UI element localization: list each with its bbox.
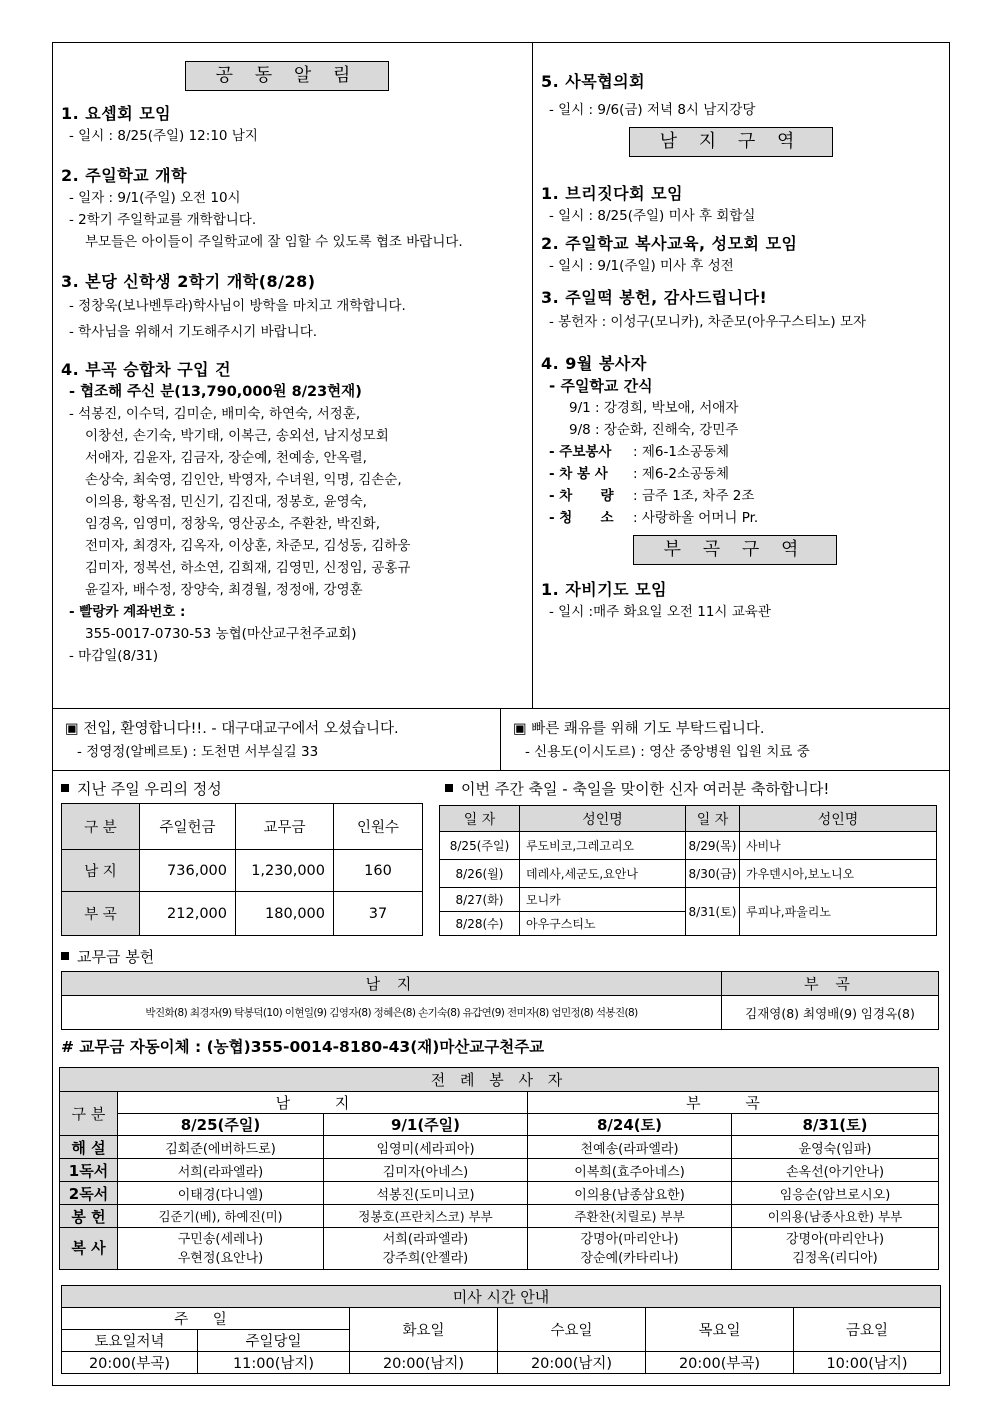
liturgy-date: 8/24(토) bbox=[528, 1114, 732, 1136]
prayer-title: ▣ 빠른 쾌유를 위해 기도 부탁드립니다. bbox=[513, 721, 765, 737]
feast-header: 일 자 bbox=[440, 806, 520, 832]
liturgy-gubun: 구 분 bbox=[60, 1092, 118, 1136]
duty-value-cleaning: : 사랑하올 어머니 Pr. bbox=[633, 510, 759, 526]
duty-value-vehicle: : 금주 1조, 차주 2조 bbox=[633, 488, 755, 504]
liturgy-server-cell bbox=[732, 1228, 939, 1270]
mass-day: 금요일 bbox=[794, 1308, 941, 1352]
duty-label-vehicle: - 차 량 bbox=[549, 488, 614, 504]
feast-date: 8/29(목) bbox=[686, 832, 740, 860]
feast-header: 성인명 bbox=[740, 806, 937, 832]
liturgy-cell: 김준기(베), 하예진(미) bbox=[118, 1205, 324, 1228]
liturgy-cell: 임응순(암브로시오) bbox=[732, 1182, 939, 1205]
namji-item1-line: - 일시 : 8/25(주일) 미사 후 회합실 bbox=[549, 208, 756, 224]
feast-date: 8/26(월) bbox=[440, 860, 520, 888]
liturgy-date: 9/1(주일) bbox=[324, 1114, 528, 1136]
mass-time: 20:00(남지) bbox=[498, 1352, 646, 1374]
item5-title: 5. 사목협의회 bbox=[541, 72, 646, 91]
liturgy-role: 2독서 bbox=[60, 1182, 118, 1205]
server-name: 김정옥(리디아) bbox=[792, 1250, 878, 1266]
server-name: 강명아(마리안나) bbox=[580, 1231, 679, 1247]
liturgy-role: 해 설 bbox=[60, 1136, 118, 1159]
feast-saint: 모니카 bbox=[520, 888, 686, 912]
item2-line1: - 일자 : 9/1(주일) 오전 10시 bbox=[69, 190, 241, 206]
prayer-line: - 신용도(이시도르) : 영산 중앙병원 입원 치료 중 bbox=[525, 744, 810, 760]
bugok-item1-title: 1. 자비기도 모임 bbox=[541, 580, 668, 599]
offering-header: 구 분 bbox=[62, 804, 140, 850]
liturgy-cell: 석봉진(도미니코) bbox=[324, 1182, 528, 1205]
mass-time: 20:00(남지) bbox=[350, 1352, 498, 1374]
common-title: 공 동 알 림 bbox=[185, 61, 389, 91]
server-name: 장순예(카타리나) bbox=[580, 1250, 679, 1266]
offering-cell: 160 bbox=[334, 850, 423, 892]
item2-title: 2. 주일학교 개학 bbox=[61, 166, 188, 185]
feast-header: 일 자 bbox=[686, 806, 740, 832]
bugok-title: 부 곡 구 역 bbox=[633, 535, 837, 565]
item1-line: - 일시 : 8/25(주일) 12:10 남지 bbox=[69, 128, 258, 144]
liturgy-role: 봉 헌 bbox=[60, 1205, 118, 1228]
mass-sunday-header: 주 일 bbox=[62, 1308, 350, 1330]
mass-day: 수요일 bbox=[498, 1308, 646, 1352]
district-announcements bbox=[533, 43, 949, 709]
server-name: 강명아(마리안나) bbox=[785, 1231, 885, 1247]
liturgy-role: 1독서 bbox=[60, 1159, 118, 1182]
namji-item3-title: 3. 주일떡 봉헌, 감사드립니다! bbox=[541, 288, 768, 307]
mass-day: 화요일 bbox=[350, 1308, 498, 1352]
offering-cell: 212,000 bbox=[140, 892, 236, 936]
namji-item1-title: 1. 브리짓다회 모임 bbox=[541, 184, 684, 203]
bugok-item1-line: - 일시 :매주 화요일 오전 11시 교육관 bbox=[549, 604, 771, 620]
item2-line3: 부모들은 아이들이 주일학교에 잘 임할 수 있도록 협조 바랍니다. bbox=[85, 234, 463, 250]
duty-value-tea: : 제6-2소공동체 bbox=[633, 466, 730, 482]
liturgy-cell: 이태경(다니엘) bbox=[118, 1182, 324, 1205]
namji-item2-title: 2. 주일학교 복사교육, 성모회 모임 bbox=[541, 234, 798, 253]
liturgy-server-cell bbox=[118, 1228, 324, 1270]
donor-line: 서애자, 김윤자, 김금자, 장순예, 천예송, 안옥렬, bbox=[85, 450, 367, 466]
item2-line2: - 2학기 주일학교를 개학합니다. bbox=[69, 212, 257, 228]
liturgy-cell: 손옥선(아기안나) bbox=[732, 1159, 939, 1182]
feast-saint: 루도비코,그레고리오 bbox=[520, 832, 686, 860]
dues-namji-header: 남 지 bbox=[62, 972, 722, 996]
donor-line: 손상숙, 최숙영, 김인안, 박영자, 수녀원, 익명, 김손순, bbox=[85, 472, 402, 488]
common-announcements bbox=[53, 43, 533, 709]
bulletin-page bbox=[52, 42, 950, 1386]
item4-account: 355-0017-0730-53 농협(마산교구천주교회) bbox=[85, 626, 357, 642]
donor-line: 김미자, 정복선, 하소연, 김희재, 김영민, 신정임, 공홍규 bbox=[85, 560, 411, 576]
feast-heading bbox=[445, 779, 829, 799]
feast-date: 8/28(수) bbox=[440, 912, 520, 936]
dues-namji-names: 박진화(8) 최경자(9) 탁봉덕(10) 이현일(9) 김영자(8) 정혜은(8) 손기숙(8) 유갑연(9) 전미자(8) 엄민정(8) 석봉진(8) bbox=[62, 996, 722, 1030]
donor-line: 윤길자, 배수정, 장양숙, 최경월, 정정애, 강영훈 bbox=[85, 582, 363, 598]
offering-cell: 180,000 bbox=[236, 892, 334, 936]
item3-title: 3. 본당 신학생 2학기 개학(8/28) bbox=[61, 272, 316, 291]
liturgy-cell: 이의용(남종사요한) 부부 bbox=[732, 1205, 939, 1228]
liturgy-cell: 주환찬(치릴로) 부부 bbox=[528, 1205, 732, 1228]
donor-line: 이창선, 손기숙, 박기태, 이복근, 송외선, 남지성모회 bbox=[85, 428, 389, 444]
offering-row-label: 남 지 bbox=[62, 850, 140, 892]
feast-saint: 루피나,파울리노 bbox=[740, 888, 937, 936]
liturgy-cell: 서희(라파엘라) bbox=[118, 1159, 324, 1182]
offering-cell: 1,230,000 bbox=[236, 850, 334, 892]
item3-line1: - 정창욱(보나벤투라)학사님이 방학을 마치고 개학합니다. bbox=[69, 298, 406, 314]
liturgy-cell: 천예송(라파엘라) bbox=[528, 1136, 732, 1159]
feast-date: 8/27(화) bbox=[440, 888, 520, 912]
item4-account-label: - 빨랑카 계좌번호 : bbox=[69, 604, 186, 620]
duty-label-bulletin: - 주보봉사 bbox=[549, 444, 612, 460]
liturgy-date: 8/31(토) bbox=[732, 1114, 939, 1136]
liturgy-cell: 윤영숙(임파) bbox=[732, 1136, 939, 1159]
mass-sat-evening: 토요일저녁 bbox=[62, 1330, 198, 1352]
duty-label-cleaning: - 청 소 bbox=[549, 510, 614, 526]
feast-date: 8/31(토) bbox=[686, 888, 740, 936]
item4-sub: - 협조해 주신 분(13,790,000원 8/23현재) bbox=[69, 384, 362, 400]
liturgy-date: 8/25(주일) bbox=[118, 1114, 324, 1136]
feast-table bbox=[439, 805, 937, 936]
feast-title: 이번 주간 축일 - 축일을 맞이한 신자 여러분 축하합니다! bbox=[461, 780, 830, 798]
feast-header: 성인명 bbox=[520, 806, 686, 832]
mass-time: 20:00(부곡) bbox=[62, 1352, 198, 1374]
liturgy-cell: 이복희(효주아네스) bbox=[528, 1159, 732, 1182]
offering-header: 인원수 bbox=[334, 804, 423, 850]
namji-item4-line2: 9/8 : 장순화, 진해숙, 강민주 bbox=[569, 422, 739, 438]
namji-item3-line: - 봉헌자 : 이성구(모니카), 차준모(아우구스티노) 모자 bbox=[549, 314, 867, 330]
liturgy-cell: 정봉호(프란치스코) 부부 bbox=[324, 1205, 528, 1228]
mass-table bbox=[61, 1285, 941, 1374]
liturgy-server-cell bbox=[324, 1228, 528, 1270]
offering-cell: 37 bbox=[334, 892, 423, 936]
liturgy-cell: 임영미(세라피아) bbox=[324, 1136, 528, 1159]
dues-bugok-names: 김재영(8) 최영배(9) 임경옥(8) bbox=[722, 996, 939, 1030]
welcome-line: - 정영정(알베르토) : 도천면 서부실길 33 bbox=[77, 744, 319, 760]
item4-deadline: - 마감일(8/31) bbox=[69, 648, 159, 664]
donor-line: - 석봉진, 이수덕, 김미순, 배미숙, 하연숙, 서정훈, bbox=[69, 406, 361, 422]
donor-line: 임경옥, 임영미, 정창욱, 영산공소, 주환찬, 박진화, bbox=[85, 516, 380, 532]
liturgy-title: 전 례 봉 사 자 bbox=[60, 1068, 939, 1092]
namji-item4-line1: 9/1 : 강경희, 박보애, 서애자 bbox=[569, 400, 739, 416]
feast-saint: 데레사,세군도,요안나 bbox=[520, 860, 686, 888]
liturgy-table bbox=[59, 1067, 939, 1270]
liturgy-namji-header: 남 지 bbox=[118, 1092, 528, 1114]
liturgy-server-cell bbox=[528, 1228, 732, 1270]
feast-date: 8/25(주일) bbox=[440, 832, 520, 860]
offering-row-label: 부 곡 bbox=[62, 892, 140, 936]
namji-item4-sub: - 주일학교 간식 bbox=[549, 377, 653, 395]
dues-autopay: # 교무금 자동이체 : (농협)355-0014-8180-43(재)마산교구천주교 bbox=[61, 1038, 545, 1056]
offering-cell: 736,000 bbox=[140, 850, 236, 892]
item4-title: 4. 부곡 승합차 구입 건 bbox=[61, 360, 232, 379]
item3-line2: - 학사님을 위해서 기도해주시기 바랍니다. bbox=[69, 324, 318, 340]
donor-line: 전미자, 최경자, 김옥자, 이상훈, 차준모, 김성동, 김하웅 bbox=[85, 538, 411, 554]
server-name: 강주희(안젤라) bbox=[382, 1250, 469, 1266]
liturgy-bugok-header: 부 곡 bbox=[528, 1092, 939, 1114]
item1-title: 1. 요셉회 모임 bbox=[61, 104, 172, 123]
feast-date: 8/30(금) bbox=[686, 860, 740, 888]
feast-saint: 가우덴시아,보노니오 bbox=[740, 860, 937, 888]
duty-value-bulletin: : 제6-1소공동체 bbox=[633, 444, 730, 460]
liturgy-cell: 김회준(에버하드로) bbox=[118, 1136, 324, 1159]
mass-day: 목요일 bbox=[646, 1308, 794, 1352]
mass-time: 11:00(남지) bbox=[198, 1352, 350, 1374]
dues-title: 교무금 봉헌 bbox=[77, 948, 155, 966]
feast-saint: 아우구스티노 bbox=[520, 912, 686, 936]
prayer-notice bbox=[501, 709, 949, 771]
namji-item2-line: - 일시 : 9/1(주일) 미사 후 성전 bbox=[549, 258, 734, 274]
welcome-title: ▣ 전입, 환영합니다!!. - 대구대교구에서 오셨습니다. bbox=[65, 721, 399, 737]
offering-heading bbox=[61, 779, 222, 799]
announcements-section bbox=[53, 43, 949, 709]
mass-time: 20:00(부곡) bbox=[646, 1352, 794, 1374]
server-name: 서희(라파엘라) bbox=[382, 1231, 469, 1247]
dues-heading bbox=[61, 947, 154, 967]
namji-title: 남 지 구 역 bbox=[629, 127, 833, 157]
donor-line: 이의용, 황옥점, 민신기, 김진대, 정봉호, 윤영숙, bbox=[85, 494, 367, 510]
namji-item4-title: 4. 9월 봉사자 bbox=[541, 354, 647, 373]
item5-line: - 일시 : 9/6(금) 저녁 8시 남지강당 bbox=[549, 102, 756, 118]
server-name: 구민송(세레나) bbox=[177, 1231, 264, 1247]
offering-title: 지난 주일 우리의 정성 bbox=[77, 780, 222, 798]
liturgy-cell: 이의용(남종삼요한) bbox=[528, 1182, 732, 1205]
mass-title: 미사 시간 안내 bbox=[62, 1286, 941, 1308]
welcome-notice bbox=[53, 709, 501, 771]
offering-header: 주일헌금 bbox=[140, 804, 236, 850]
liturgy-server-role: 복 사 bbox=[60, 1228, 118, 1270]
mass-sun-day: 주일당일 bbox=[198, 1330, 350, 1352]
dues-table bbox=[61, 971, 939, 1030]
feast-saint: 사비나 bbox=[740, 832, 937, 860]
offering-header: 교무금 bbox=[236, 804, 334, 850]
donor-list bbox=[61, 403, 532, 601]
server-name: 우현정(요안나) bbox=[177, 1250, 264, 1266]
dues-bugok-header: 부 곡 bbox=[722, 972, 939, 996]
offering-table bbox=[61, 803, 423, 936]
mass-time: 10:00(남지) bbox=[794, 1352, 941, 1374]
duty-label-tea: - 차 봉 사 bbox=[549, 466, 608, 482]
liturgy-cell: 김미자(아네스) bbox=[324, 1159, 528, 1182]
